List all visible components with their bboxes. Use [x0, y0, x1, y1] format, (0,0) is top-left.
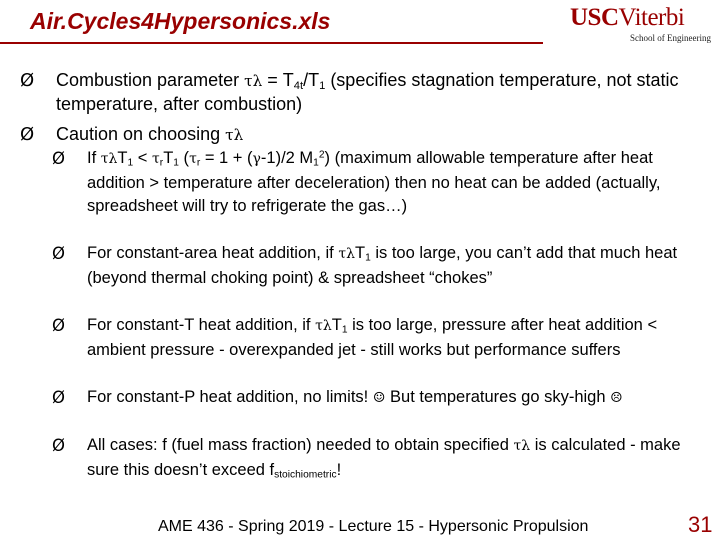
arrow-bullet-icon: Ø	[52, 316, 65, 335]
title-underline	[0, 42, 543, 44]
arrow-bullet-icon: Ø	[52, 149, 65, 168]
usc-viterbi-logo	[570, 4, 715, 44]
arrow-bullet-icon: Ø	[20, 124, 35, 145]
bullet-caution: Ø Caution on choosing τλ	[20, 124, 244, 145]
subbullet-constant-area: Ø For constant-area heat addition, if τλT$_1$ is too large, you can’t add that much heat (beyond thermal choking point) & spreadsheet “chokes”	[52, 244, 678, 287]
sad-face-icon: ☹	[610, 390, 623, 406]
smiley-face-icon: ☺	[372, 390, 386, 406]
subbullet-no-heat: Ø If $\tau\lambda T_1 < \tau_rT_1$ ($\tau_r = 1 + (\gamma-1)/2$ $M_1^2$) (maximum allowable temperature after heat addition > temperature after deceleration) then no heat can be added (actually, spreadsheet will try to refrigerate the gas…)	[52, 149, 661, 216]
logo-wordmark: USCViterbi	[570, 4, 685, 31]
subbullet-all-cases: Ø All cases: f (fuel mass fraction) needed to obtain specified τλ is calculated - make sure this doesn’t exceed $f_{stoichiometric}$!	[52, 436, 681, 481]
arrow-bullet-icon: Ø	[52, 388, 65, 407]
bullet-combustion-parameter: Ø Combustion parameter $\tau\lambda = T_{4t}/T_1$ (specifies stagnation temperature, not static temperature, after combustion)	[20, 70, 679, 114]
arrow-bullet-icon: Ø	[52, 244, 65, 263]
subbullet-constant-t: Ø For constant-T heat addition, if τλT$_1$ is too large, pressure after heat addition < ambient pressure - overexpanded jet - still works but performance suffers	[52, 316, 658, 359]
logo-school-text: School of Engineering	[630, 33, 711, 43]
arrow-bullet-icon: Ø	[20, 70, 35, 91]
subbullet-constant-p: Ø For constant-P heat addition, no limits! ☺ But temperatures go sky-high ☹	[52, 386, 700, 411]
page-number: 31	[688, 512, 713, 537]
slide-title: Air.Cycles4Hypersonics.xls	[30, 8, 331, 34]
arrow-bullet-icon: Ø	[52, 436, 65, 455]
slide-footer: AME 436 - Spring 2019 - Lecture 15 - Hypersonic Propulsion	[158, 518, 589, 535]
